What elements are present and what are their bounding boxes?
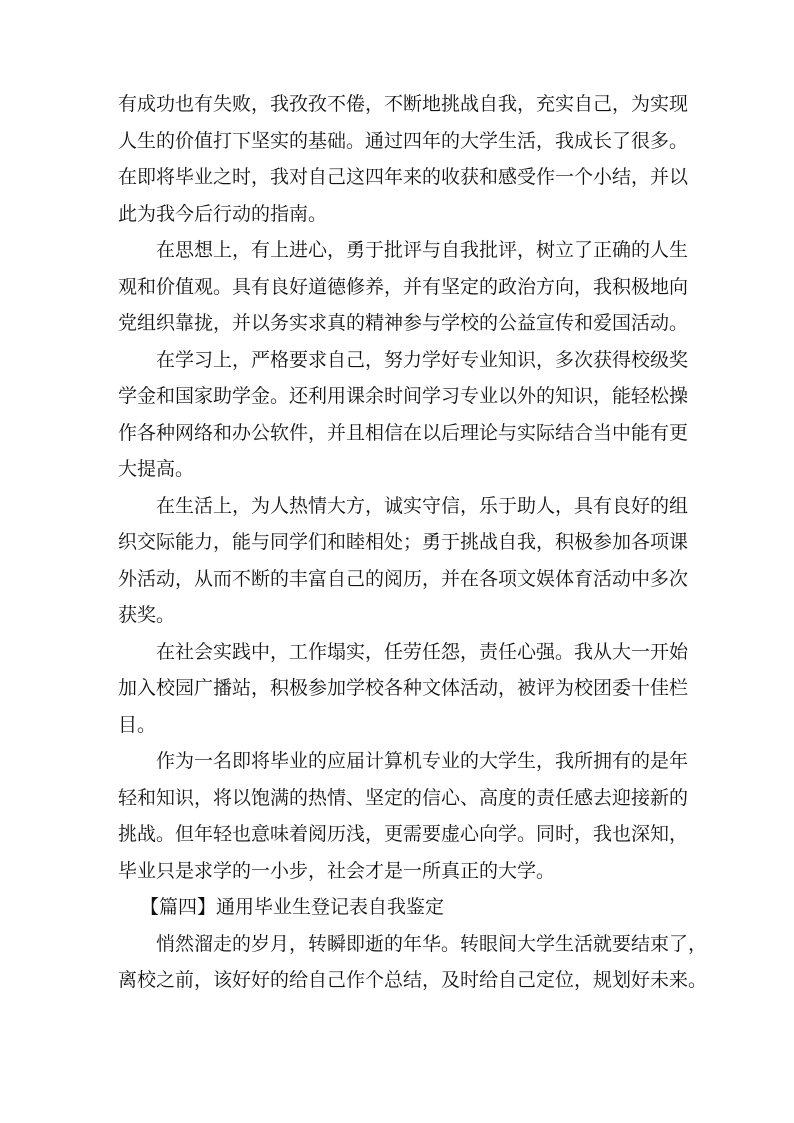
text-line: 离校之前，该好好的给自己作个总结，及时给自己定位，规划好未来。 — [118, 969, 708, 991]
text-line: 党组织靠拢，并以务实求真的精神参与学校的公益宣传和爱国活动。 — [118, 312, 689, 334]
paragraph-first-line: 作为一名即将毕业的应届计算机专业的大学生，我所拥有的是年 — [156, 750, 689, 772]
text-line: 毕业只是求学的一小步，社会才是一所真正的大学。 — [118, 859, 556, 882]
paragraph-first-line: 在生活上，为人热情大方，诚实守信，乐于助人，具有良好的组 — [156, 494, 689, 517]
text-line: 此为我今后行动的指南。 — [118, 202, 328, 225]
text-line: 人生的价值打下坚实的基础。通过四年的大学生活，我成长了很多。 — [118, 129, 689, 152]
text-line: 大提高。 — [118, 458, 195, 480]
text-line: 轻和知识，将以饱满的热情、坚定的信心、高度的责任感去迎接新的 — [118, 786, 689, 809]
paragraph-first-line: 在思想上，有上进心，勇于批评与自我批评，树立了正确的人生 — [156, 239, 689, 261]
document-body — [118, 86, 708, 999]
text-line: 加入校园广播站，积极参加学校各种文体活动，被评为校团委十佳栏 — [118, 677, 689, 699]
text-line: 获奖。 — [118, 604, 176, 626]
text-line: 织交际能力，能与同学们和睦相处；勇于挑战自我，积极参加各项课 — [118, 531, 689, 553]
paragraph-first-line: 悄然溜走的岁月，转瞬即逝的年华。转眼间大学生活就要结束了， — [156, 932, 708, 955]
paragraph-first-line: 在社会实践中，工作塌实，任劳任怨，责任心强。我从大一开始 — [156, 640, 689, 663]
text-line: 目。 — [118, 713, 157, 736]
text-line: 学金和国家助学金。还利用课余时间学习专业以外的知识，能轻松操 — [118, 385, 689, 407]
paragraph-first-line: 在学习上，严格要求自己，努力学好专业知识，多次获得校级奖 — [156, 348, 689, 371]
text-line: 有成功也有失败，我孜孜不倦，不断地挑战自我，充实自己，为实现 — [118, 93, 689, 115]
text-line: 观和价值观。具有良好道德修养，并有坚定的政治方向，我积极地向 — [118, 275, 689, 298]
text-line: 在即将毕业之时，我对自己这四年来的收获和感受作一个小结，并以 — [118, 166, 689, 188]
section-heading: 【篇四】通用毕业生登记表自我鉴定 — [140, 896, 445, 918]
text-line: 挑战。但年轻也意味着阅历浅，更需要虚心向学。同时，我也深知， — [118, 823, 689, 845]
text-line: 作各种网络和办公软件，并且相信在以后理论与实际结合当中能有更 — [118, 421, 689, 444]
text-line: 外活动，从而不断的丰富自己的阅历，并在各项文娱体育活动中多次 — [118, 567, 689, 590]
